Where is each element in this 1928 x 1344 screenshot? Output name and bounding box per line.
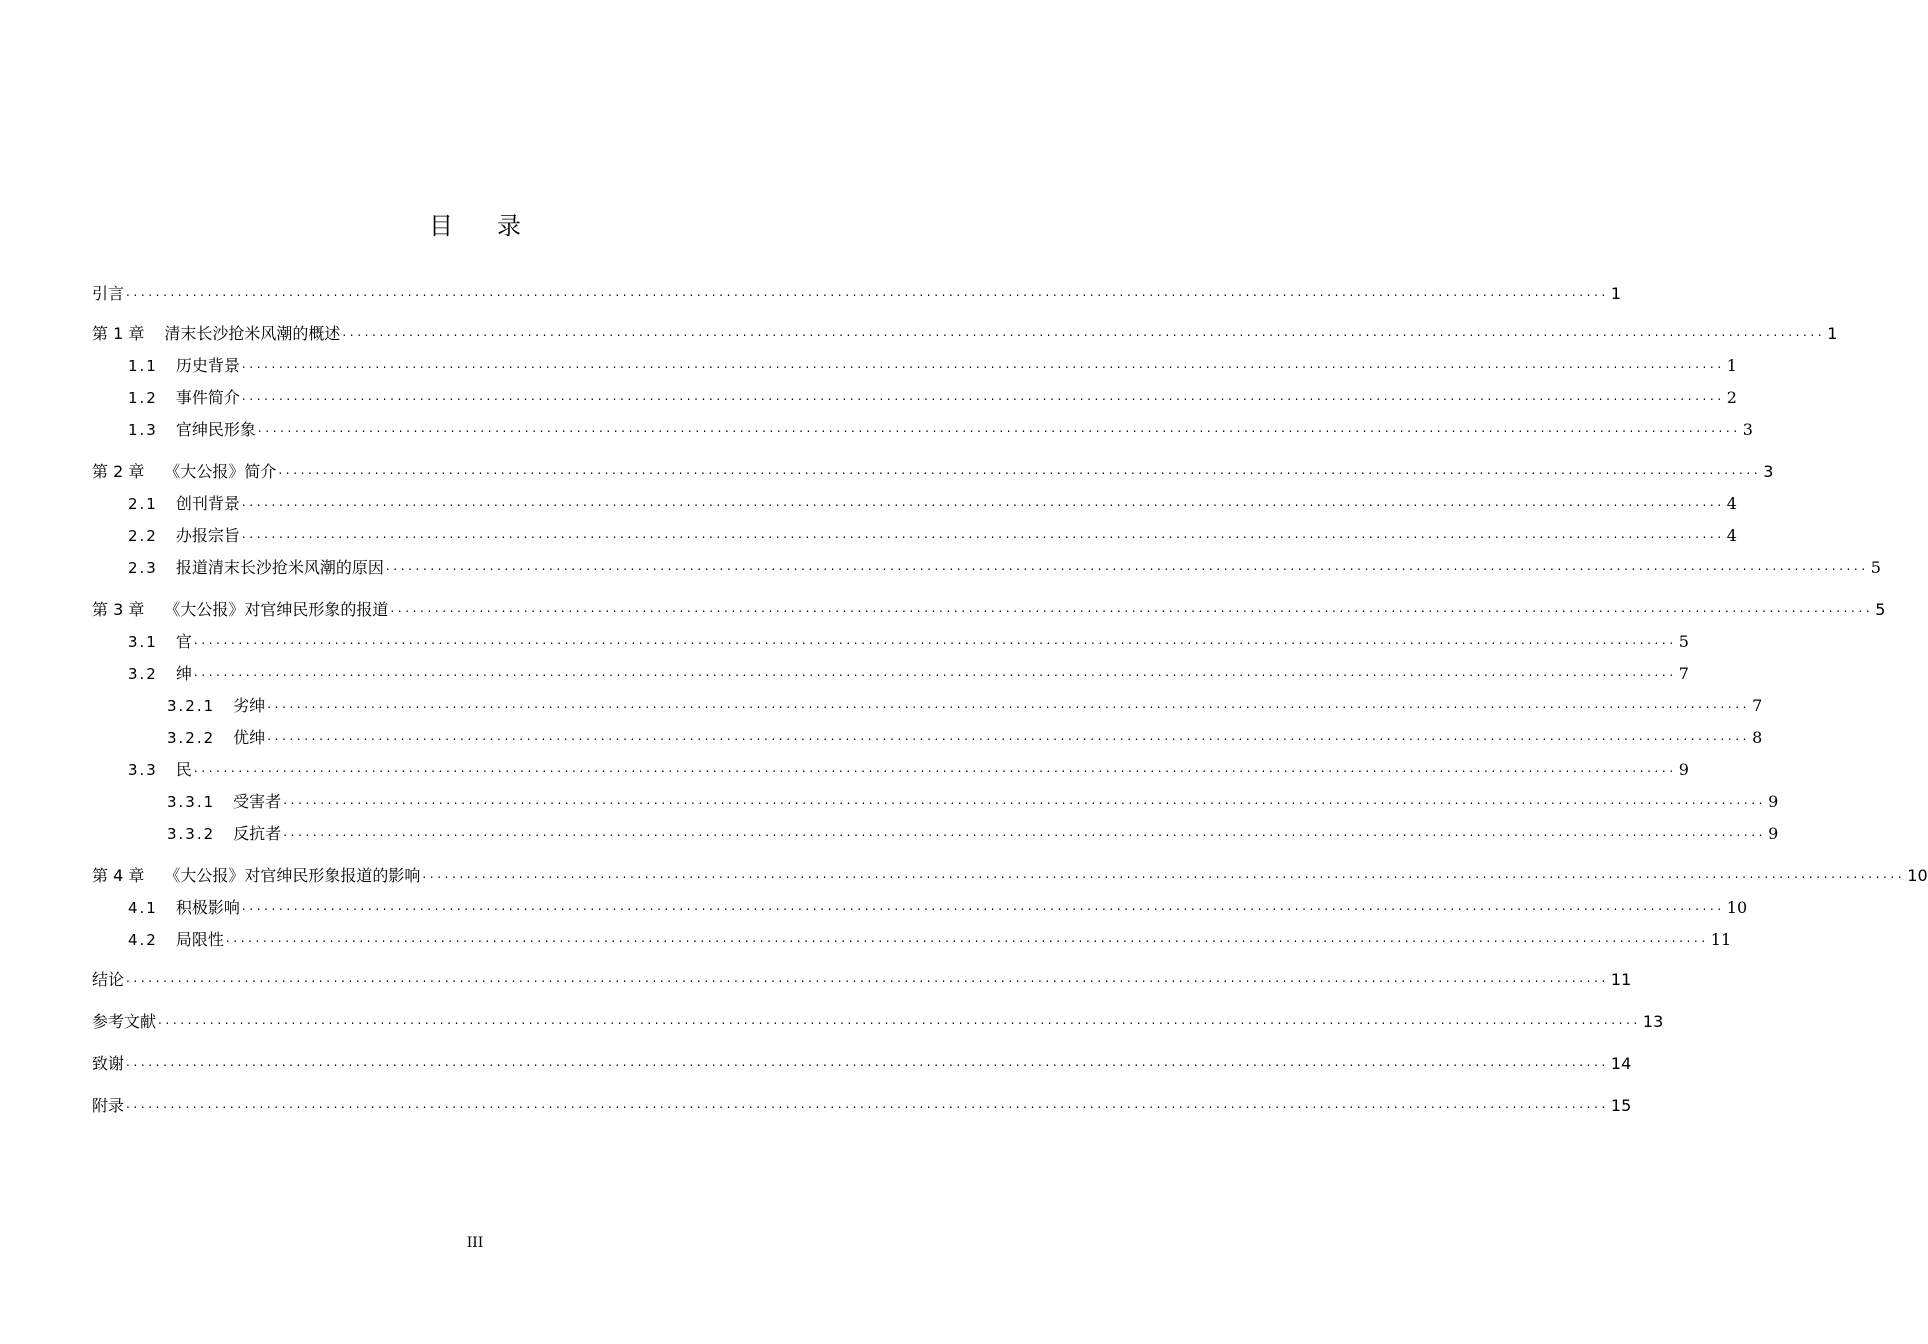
toc-dot-leader: ........................................................................................................................................................................................................: [257, 421, 1741, 435]
toc-entry-page: 7: [1752, 696, 1763, 715]
toc-entry-title: 创刊背景: [175, 494, 240, 513]
toc-entry[interactable]: [0, 1092, 1632, 1116]
toc-entry-number: 3.3.1: [167, 793, 216, 811]
toc-entry[interactable]: [0, 384, 1737, 408]
toc-entry-page: 13: [1642, 1012, 1664, 1031]
toc-entry-title: 历史背景: [175, 356, 240, 375]
toc-entry-title: 事件简介: [175, 388, 240, 407]
toc-entry[interactable]: [0, 490, 1737, 514]
toc-dot-leader: ........................................................................................................................................................................................................: [193, 665, 1677, 679]
toc-entry[interactable]: [0, 894, 1748, 918]
toc-entry[interactable]: [0, 692, 1763, 716]
toc-dot-leader: ........................................................................................................................................................................................................: [126, 285, 1609, 299]
toc-entry-title: 《大公报》简介: [164, 462, 277, 481]
toc-entry-title: 受害者: [233, 792, 282, 811]
toc-entry-number: 3.2: [128, 665, 158, 683]
toc-entry-page: 2: [1726, 388, 1737, 407]
toc-entry[interactable]: [0, 416, 1753, 440]
toc-entry-page: 9: [1768, 792, 1779, 811]
toc-entry[interactable]: [0, 458, 1774, 482]
toc-entry[interactable]: [0, 788, 1779, 812]
toc-entry-page: 9: [1678, 760, 1689, 779]
toc-dot-leader: ........................................................................................................................................................................................................: [241, 389, 1725, 403]
toc-entry-number: 1.3: [128, 421, 158, 439]
toc-entry-title: 《大公报》对官绅民形象报道的影响: [164, 866, 421, 885]
toc-entry-page: 5: [1875, 600, 1886, 619]
toc-entry-page: 8: [1752, 728, 1763, 747]
toc-dot-leader: ........................................................................................................................................................................................................: [126, 971, 1609, 985]
toc-dot-leader: ........................................................................................................................................................................................................: [126, 1097, 1609, 1111]
toc-entry-title: 绅: [175, 664, 192, 683]
toc-entry-page: 4: [1726, 526, 1737, 545]
toc-entry-page: 11: [1710, 930, 1732, 949]
toc-entry-number: 第 1 章: [92, 324, 145, 343]
toc-entry-page: 7: [1678, 664, 1689, 683]
toc-entry-page: 11: [1610, 970, 1632, 989]
toc-entry-title: 结论: [92, 970, 125, 989]
toc-entry-number: 2.3: [128, 559, 158, 577]
toc-entry-title: 致谢: [92, 1054, 125, 1073]
toc-entry[interactable]: [0, 660, 1689, 684]
toc-dot-leader: ........................................................................................................................................................................................................: [283, 825, 1767, 839]
toc-dot-leader: ........................................................................................................................................................................................................: [278, 463, 1762, 477]
toc-entry-number: 4.1: [128, 899, 158, 917]
toc-entry-number: 3.2.2: [167, 729, 216, 747]
page-number: III: [466, 1235, 484, 1251]
toc-entry[interactable]: [0, 628, 1689, 652]
toc-entry-title: 参考文献: [92, 1012, 157, 1031]
toc-dot-leader: ........................................................................................................................................................................................................: [241, 899, 1725, 913]
toc-entry-page: 9: [1768, 824, 1779, 843]
toc-entry-number: 3.3.2: [167, 825, 216, 843]
toc-entry-title: 积极影响: [175, 898, 240, 917]
toc-entry-page: 3: [1742, 420, 1753, 439]
toc-entry-title: 引言: [92, 284, 125, 303]
toc-entry-page: 1: [1610, 284, 1622, 303]
toc-entry-title: 反抗者: [233, 824, 282, 843]
toc-entry-page: 4: [1726, 494, 1737, 513]
toc-entry-page: 1: [1726, 356, 1737, 375]
toc-entry[interactable]: [0, 596, 1886, 620]
toc-entry-title: 官: [175, 632, 192, 651]
toc-dot-leader: ........................................................................................................................................................................................................: [283, 793, 1767, 807]
toc-entry[interactable]: [0, 926, 1732, 950]
toc-entry[interactable]: [0, 966, 1632, 990]
toc-entry-number: 第 2 章: [92, 462, 145, 481]
toc-entry-number: 2.1: [128, 495, 158, 513]
toc-dot-leader: ........................................................................................................................................................................................................: [241, 495, 1725, 509]
toc-entry-number: 第 4 章: [92, 866, 145, 885]
toc-entry-page: 1: [1827, 324, 1838, 343]
toc-entry-number: 1.2: [128, 389, 158, 407]
toc-entry-title: 报道清末长沙抢米风潮的原因: [175, 558, 384, 577]
toc-entry-page: 14: [1610, 1054, 1632, 1073]
toc-entry-number: 1.1: [128, 357, 158, 375]
toc-entry-page: 10: [1726, 898, 1748, 917]
toc-entry[interactable]: [0, 1050, 1632, 1074]
toc-entry-title: 《大公报》对官绅民形象的报道: [164, 600, 389, 619]
toc-entry-title: 官绅民形象: [175, 420, 256, 439]
toc-dot-leader: ........................................................................................................................................................................................................: [193, 761, 1677, 775]
toc-entry-number: 3.2.1: [167, 697, 216, 715]
toc-entry-title: 局限性: [175, 930, 224, 949]
toc-entry-title: 清末长沙抢米风潮的概述: [164, 324, 341, 343]
toc-entry-number: 3.3: [128, 761, 158, 779]
toc-entry-number: 第 3 章: [92, 600, 145, 619]
toc-entry-page: 10: [1907, 866, 1928, 885]
toc-entry-number: 3.1: [128, 633, 158, 651]
toc-dot-leader: ........................................................................................................................................................................................................: [126, 1055, 1609, 1069]
toc-entry[interactable]: [0, 1008, 1664, 1032]
toc-entry-title: 民: [175, 760, 192, 779]
toc-entry-number: 2.2: [128, 527, 158, 545]
toc-dot-leader: ........................................................................................................................................................................................................: [385, 559, 1869, 573]
toc-entry[interactable]: [0, 554, 1881, 578]
toc-entry[interactable]: [0, 522, 1737, 546]
toc-entry-title: 劣绅: [233, 696, 266, 715]
toc-entry-title: 办报宗旨: [175, 526, 240, 545]
toc-dot-leader: ........................................................................................................................................................................................................: [241, 527, 1725, 541]
toc-entry-page: 15: [1610, 1096, 1632, 1115]
toc-entry-page: 5: [1678, 632, 1689, 651]
toc-dot-leader: ........................................................................................................................................................................................................: [342, 325, 1826, 339]
toc-entry-page: 3: [1763, 462, 1774, 481]
toc-dot-leader: ........................................................................................................................................................................................................: [225, 931, 1709, 945]
toc-entry[interactable]: [0, 862, 1928, 886]
toc-entry[interactable]: [0, 756, 1689, 780]
toc-entry-number: 4.2: [128, 931, 158, 949]
toc-entry[interactable]: [0, 820, 1779, 844]
toc-dot-leader: ........................................................................................................................................................................................................: [241, 357, 1725, 371]
toc-entry[interactable]: [0, 320, 1838, 344]
toc-dot-leader: ........................................................................................................................................................................................................: [158, 1013, 1641, 1027]
page-title: 目录: [429, 212, 565, 240]
toc-dot-leader: ........................................................................................................................................................................................................: [267, 729, 1751, 743]
toc-entry[interactable]: [0, 724, 1763, 748]
toc-dot-leader: ........................................................................................................................................................................................................: [390, 601, 1874, 615]
toc-entry-page: 5: [1870, 558, 1881, 577]
toc-entry[interactable]: [0, 280, 1622, 304]
toc-entry[interactable]: [0, 352, 1737, 376]
toc-entry-title: 优绅: [233, 728, 266, 747]
toc-dot-leader: ........................................................................................................................................................................................................: [193, 633, 1677, 647]
toc-dot-leader: ........................................................................................................................................................................................................: [422, 867, 1906, 881]
toc-entry-title: 附录: [92, 1096, 125, 1115]
toc-dot-leader: ........................................................................................................................................................................................................: [267, 697, 1751, 711]
